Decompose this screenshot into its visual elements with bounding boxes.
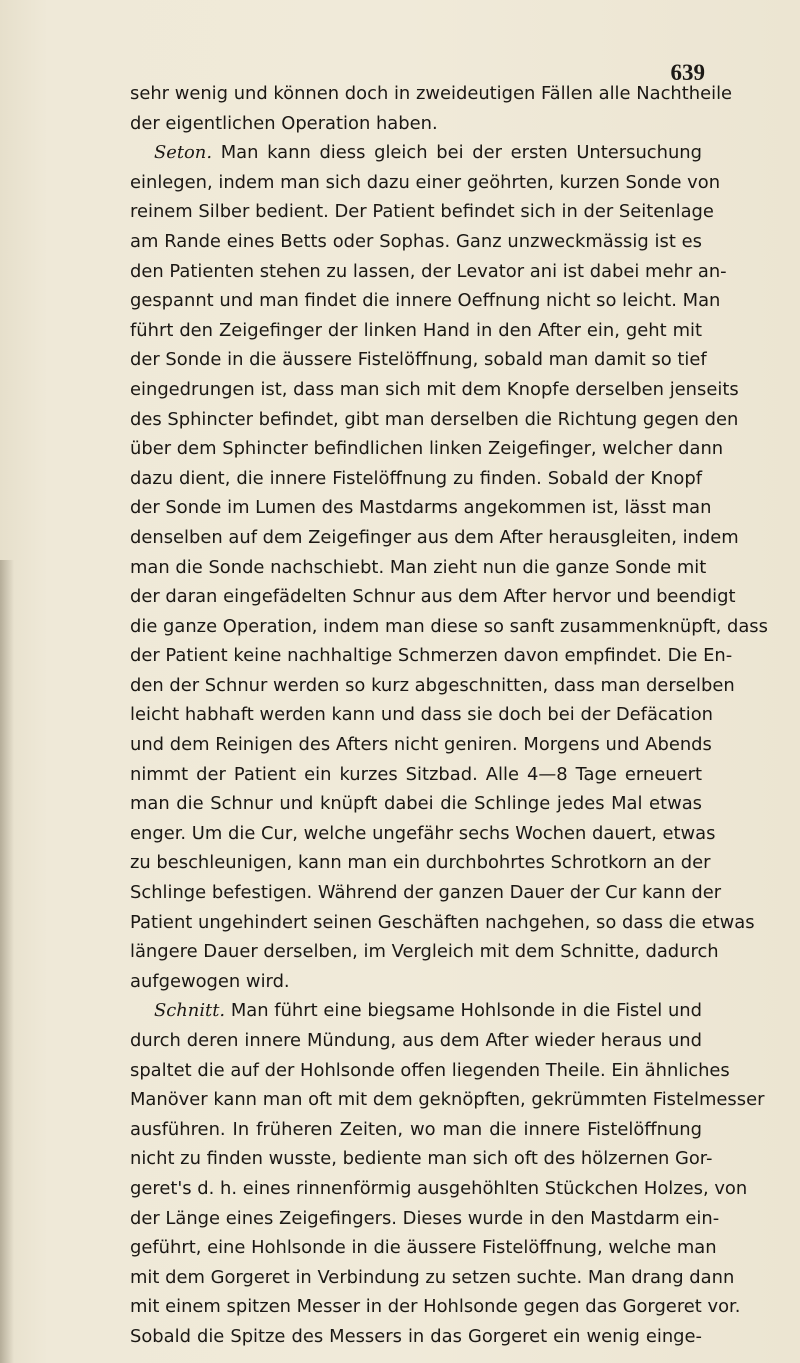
text-line: Patient ungehindert seinen Geschäften nachgehen, so dass die etwas bbox=[130, 911, 755, 933]
text-line: längere Dauer derselben, im Vergleich mit dem Schnitte, dadurch bbox=[130, 941, 719, 963]
text-line: der Patient keine nachhaltige Schmerzen davon empfindet. Die En- bbox=[130, 645, 733, 667]
text-line: den Patienten stehen zu lassen, der Levator ani ist dabei mehr an- bbox=[130, 260, 727, 282]
text-line: des Sphincter befindet, gibt man derselben die Richtung gegen den bbox=[130, 408, 739, 430]
text-line: reinem Silber bedient. Der Patient befindet sich in der Seitenlage bbox=[130, 201, 714, 223]
text-line: man die Sonde nachschiebt. Man zieht nun die ganze Sonde mit bbox=[130, 556, 707, 578]
text-line: ausführen. In früheren Zeiten, wo man die innere Fistelöffnung bbox=[130, 1118, 702, 1140]
text-line: denselben auf dem Zeigefinger aus dem After herausgleiten, indem bbox=[130, 526, 739, 548]
section-heading-seton: Seton. bbox=[154, 142, 213, 164]
page-gutter-shadow bbox=[0, 560, 14, 1363]
text-line: eingedrungen ist, dass man sich mit dem Knopfe derselben jenseits bbox=[130, 378, 739, 400]
section-heading-schnitt: Schnitt. bbox=[154, 1000, 226, 1022]
text-line: der daran eingefädelten Schnur aus dem After hervor und beendigt bbox=[130, 586, 736, 608]
text-line: Man kann diess gleich bei der ersten Untersuchung bbox=[220, 142, 703, 164]
text-line: den der Schnur werden so kurz abgeschnitten, dass man derselben bbox=[130, 674, 735, 696]
text-line: Manöver kann man oft mit dem geknöpften, gekrümmten Fistelmesser bbox=[130, 1089, 765, 1111]
text-line: führt den Zeigefinger der linken Hand in den After ein, geht mit bbox=[130, 319, 702, 341]
text-line: der eigentlichen Operation haben. bbox=[130, 112, 438, 134]
text-line: Schlinge befestigen. Während der ganzen Dauer der Cur kann der bbox=[130, 882, 722, 904]
text-line-with-heading bbox=[130, 996, 702, 1026]
page-number: 639 bbox=[670, 60, 705, 85]
text-line: der Länge eines Zeigefingers. Dieses wurde in den Mastdarm ein- bbox=[130, 1207, 720, 1229]
body-text bbox=[130, 79, 768, 1352]
text-line: am Rande eines Betts oder Sophas. Ganz unzweckmässig ist es bbox=[130, 230, 702, 252]
text-line: Man führt eine biegsame Hohlsonde in die Fistel und bbox=[230, 1000, 702, 1022]
text-line: spaltet die auf der Hohlsonde offen liegenden Theile. Ein ähnliches bbox=[130, 1059, 730, 1081]
text-line: nicht zu finden wusste, bediente man sich oft des hölzernen Gor- bbox=[130, 1148, 713, 1170]
text-line: und dem Reinigen des Afters nicht geniren. Morgens und Abends bbox=[130, 734, 712, 756]
text-line: über dem Sphincter befindlichen linken Zeigefinger, welcher dann bbox=[130, 438, 724, 460]
text-line-with-heading bbox=[130, 138, 702, 168]
text-line: durch deren innere Mündung, aus dem After wieder heraus und bbox=[130, 1030, 702, 1051]
text-line: zu beschleunigen, kann man ein durchbohrtes Schrotkorn an der bbox=[130, 852, 711, 874]
text-line: mit einem spitzen Messer in der Hohlsonde gegen das Gorgeret vor. bbox=[130, 1296, 741, 1318]
text-line: mit dem Gorgeret in Verbindung zu setzen suchte. Man drang dann bbox=[130, 1266, 735, 1288]
text-line: enger. Um die Cur, welche ungefähr sechs Wochen dauert, etwas bbox=[130, 822, 716, 844]
text-line: sehr wenig und können doch in zweideutigen Fällen alle Nachtheile bbox=[130, 83, 733, 104]
text-line: der Sonde im Lumen des Mastdarms angekommen ist, lässt man bbox=[130, 497, 712, 519]
text-line: dazu dient, die innere Fistelöffnung zu finden. Sobald der Knopf bbox=[130, 467, 702, 489]
text-line: Sobald die Spitze des Messers in das Gorgeret ein wenig einge- bbox=[130, 1325, 702, 1347]
text-line: man die Schnur und knüpft dabei die Schlinge jedes Mal etwas bbox=[130, 793, 702, 815]
text-line: gespannt und man findet die innere Oeffnung nicht so leicht. Man bbox=[130, 290, 721, 312]
text-line: die ganze Operation, indem man diese so sanft zusammenknüpft, dass bbox=[130, 615, 768, 637]
text-line: geführt, eine Hohlsonde in die äussere Fistelöffnung, welche man bbox=[130, 1237, 717, 1259]
text-line: der Sonde in die äussere Fistelöffnung, sobald man damit so tief bbox=[130, 349, 707, 371]
text-line: geret's d. h. eines rinnenförmig ausgehöhlten Stückchen Holzes, von bbox=[130, 1177, 748, 1199]
text-line: leicht habhaft werden kann und dass sie doch bei der Defäcation bbox=[130, 704, 713, 726]
text-line: einlegen, indem man sich dazu einer geöhrten, kurzen Sonde von bbox=[130, 171, 721, 193]
text-line: aufgewogen wird. bbox=[130, 970, 290, 992]
text-line: nimmt der Patient ein kurzes Sitzbad. Alle 4—8 Tage erneuert bbox=[130, 763, 702, 785]
